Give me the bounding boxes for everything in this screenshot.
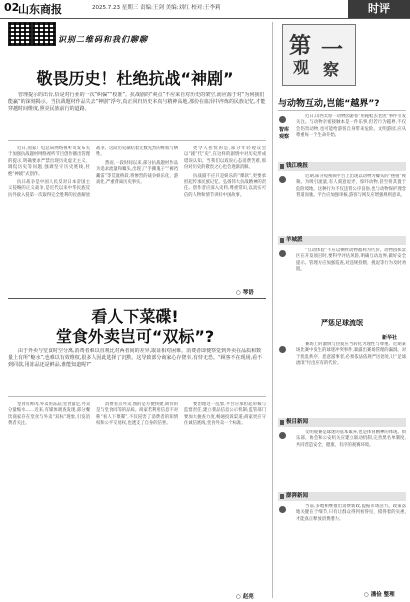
block-2: “互动体验”不应以牺牲动物福利为代价。动物园和景区在开发项目时,要科学评估风险,明确互动边界,做好安全提示。管理方应加强巡查,对违规投喂、挑逗等行为及时劝阻。 (296, 248, 406, 273)
source-tag: 澎湃新闻 (278, 492, 406, 501)
block-4: 文明观赛是球迷的基本素养,也是体育精神的体现。俱乐部、协会和公安机关应建立联动机制,完善黑名单制度,共同营造安全、健康、有序的观赛环境。 (296, 430, 406, 448)
block-3: 赛场上的激情与热爱应当转化为理性与尊重。近期某场比赛中发生的球迷冲突事件,暴露出赛场管理的漏洞。对于扰乱秩序、恶意滋事者,必须依法依规严厉惩处,让“足球流氓”付出应有的代价。 (296, 342, 406, 367)
second-headline-1: 看人下菜碟! (91, 307, 179, 326)
paragraph: 抗战剧不应只是娱乐的“爆款”,更要承担起传承民族记忆、弘扬伟大抗战精神的责任。创作者应深入史料,尊重常识,以真实可信的人物和情节讲好中国故事。 (184, 173, 266, 198)
sidebar-sub: 智库观察 (279, 127, 290, 140)
right-byline: ○ 潘俭 整理 (364, 592, 395, 598)
second-lead: 由于外卖与堂食时空分离,消费者难以直观比对两者间的差异,取证相对困难。消费者即便察觉到外卖在品质和数量上有所“缩水”,也难以有效维权,很多人因此选择了沉默。这导致部分商家心存侥幸,有恃无恐。“顾客不在现场,看不到同款,用冻品还是鲜品,谁能知道呢?” (8, 348, 263, 368)
feature-title: 与动物互动,岂能“越界”? (278, 99, 380, 109)
column-seal-logo: 第 一 观 察 (282, 24, 356, 86)
paragraph: 要治理这一乱象,平台应承担起审核与监督责任,建立菜品信息公示机制;监管部门要加大抽查力度,畅通投诉渠道;商家更应守住诚信底线,堂食外卖一个标准。 (184, 402, 266, 427)
subhead: 严惩足球流氓 (321, 319, 363, 327)
divider (8, 140, 266, 141)
sidebar-dot-icon (279, 346, 286, 353)
second-byline: ○ 赵亮 (236, 594, 254, 600)
source-tag: 钱江晚报 (278, 162, 406, 171)
source-tag: 极目新闻 (278, 418, 406, 427)
paper-name: 山东商报 (18, 3, 62, 16)
block-5: 当前,多地相继推出消费新政,提振市场活力。政策落地关键在于细节,只有让群众得到看得见、摸得着的实惠,才能真正释放消费潜力。 (296, 504, 406, 522)
divider (278, 110, 406, 111)
sidebar-dot-icon (279, 506, 286, 513)
sidebar-dot-icon (279, 116, 286, 123)
paragraph: 更令人担忧的是,部分年轻观众会以“剧”代“史”,在这样的剧情中对历史形成错误认知。当我们以戏说心态消费苦难,那份对历史的敬畏之心也会逐渐消解。 (184, 146, 266, 171)
paragraph: 然而,一段时间以来,部分抗战题材作品为追求流量和噱头,出现了“手撕鬼子”“裤裆藏雷”等荒诞桥段,将惨烈的战争娱乐化、游戏化,严重背离历史事实。 (96, 160, 178, 186)
feature-paragraph: 近日,山西太原一动物园游客“用拖鞋丢老虎”事件引发关注。与动物亲密接触本是一件乐事,但若行为越界,不仅会伤害动物,也可能给游客自身带来危险。文明游园,应从尊重每一个生命开始。 (296, 114, 406, 139)
sidebar-dot-icon (279, 250, 286, 257)
source-tag: 羊城派 (278, 236, 406, 245)
qr-slogan: 识别二维码和我们聊聊 (58, 34, 148, 44)
second-body (8, 402, 266, 592)
qr-code-icon[interactable] (8, 22, 32, 46)
header-rule (0, 18, 410, 19)
page-number: 02 (4, 1, 20, 14)
divider (8, 298, 266, 299)
main-body (8, 146, 266, 286)
divider (8, 396, 266, 397)
paragraph: 消费者点外卖,图的是方便快捷,期待的是与堂食同等的品质。商家若利用信息不对称“看人下菜碟”,不仅侵害了消费者的知情权和公平交易权,也透支了自身的信誉。 (96, 402, 178, 427)
issue-meta: 2025.7.23 星期三 责编:王剑 美编:刘红 校对:王李莉 (92, 5, 221, 11)
sidebar-dot-icon (279, 432, 286, 439)
main-lead: 管理提示的出台,恰是对行业的一次“纠偏”“校准”。抗战剧的“爽点”不应来自对历史的架空,而应源于对“为何我们能赢”的深刻揭示。当抗战题材作品失去“神剧”浮夸,真正回归历史本真与精神高地,那份在血泪中淬炼的民族记忆,才能穿越时间维度,照亮民族前行的道路。 (8, 92, 266, 112)
section-label: 时评 (348, 0, 410, 18)
main-headline: 敬畏历史！杜绝抗战“神剧” (36, 69, 234, 88)
paragraph: 抗日战争是中国人民反对日本帝国主义侵略的正义战争,是近代以来中华民族反抗外敌入侵第一次取得完全胜利的民族解放战争。这段历史凝结着无数先烈的鲜血与牺牲。 (8, 146, 178, 198)
subhead-source: 新华社 (382, 335, 398, 341)
block-1: 近期,部分短视频平台上出现以动物为噱头的“摆拍”视频。为吸引流量,有人刻意逗弄、惊吓动物,甚至将其置于危险境地。这种行为不仅违背公序良俗,也与动物保护理念背道而驰。平台应加强审核,游客与网友应增强规则意识。 (296, 174, 406, 199)
main-byline: ○ 琴语 (236, 290, 254, 296)
second-headline-2: 堂食外卖岂可“双标”? (55, 327, 215, 346)
paragraph: 堂食有鲜肉,外卖用冻品;堂食量足,外卖分量缩水……近来,有媒体调查发现,部分餐饮商家存在堂食与外卖“双标”现象,引发消费者关注。 (8, 402, 90, 427)
page-header (0, 0, 410, 14)
column-divider (272, 22, 273, 598)
qr-code-icon[interactable] (32, 22, 56, 46)
paragraph: 近日,国家广电总局网络视听司发布关于加强抗战题材网络视听节目创作播出管理的提示,明确要求严禁出现历史虚无主义、调侃历史等问题,强调坚守历史底线,杜绝“神剧”式创作。 (8, 146, 90, 177)
sidebar-dot-icon (279, 176, 286, 183)
